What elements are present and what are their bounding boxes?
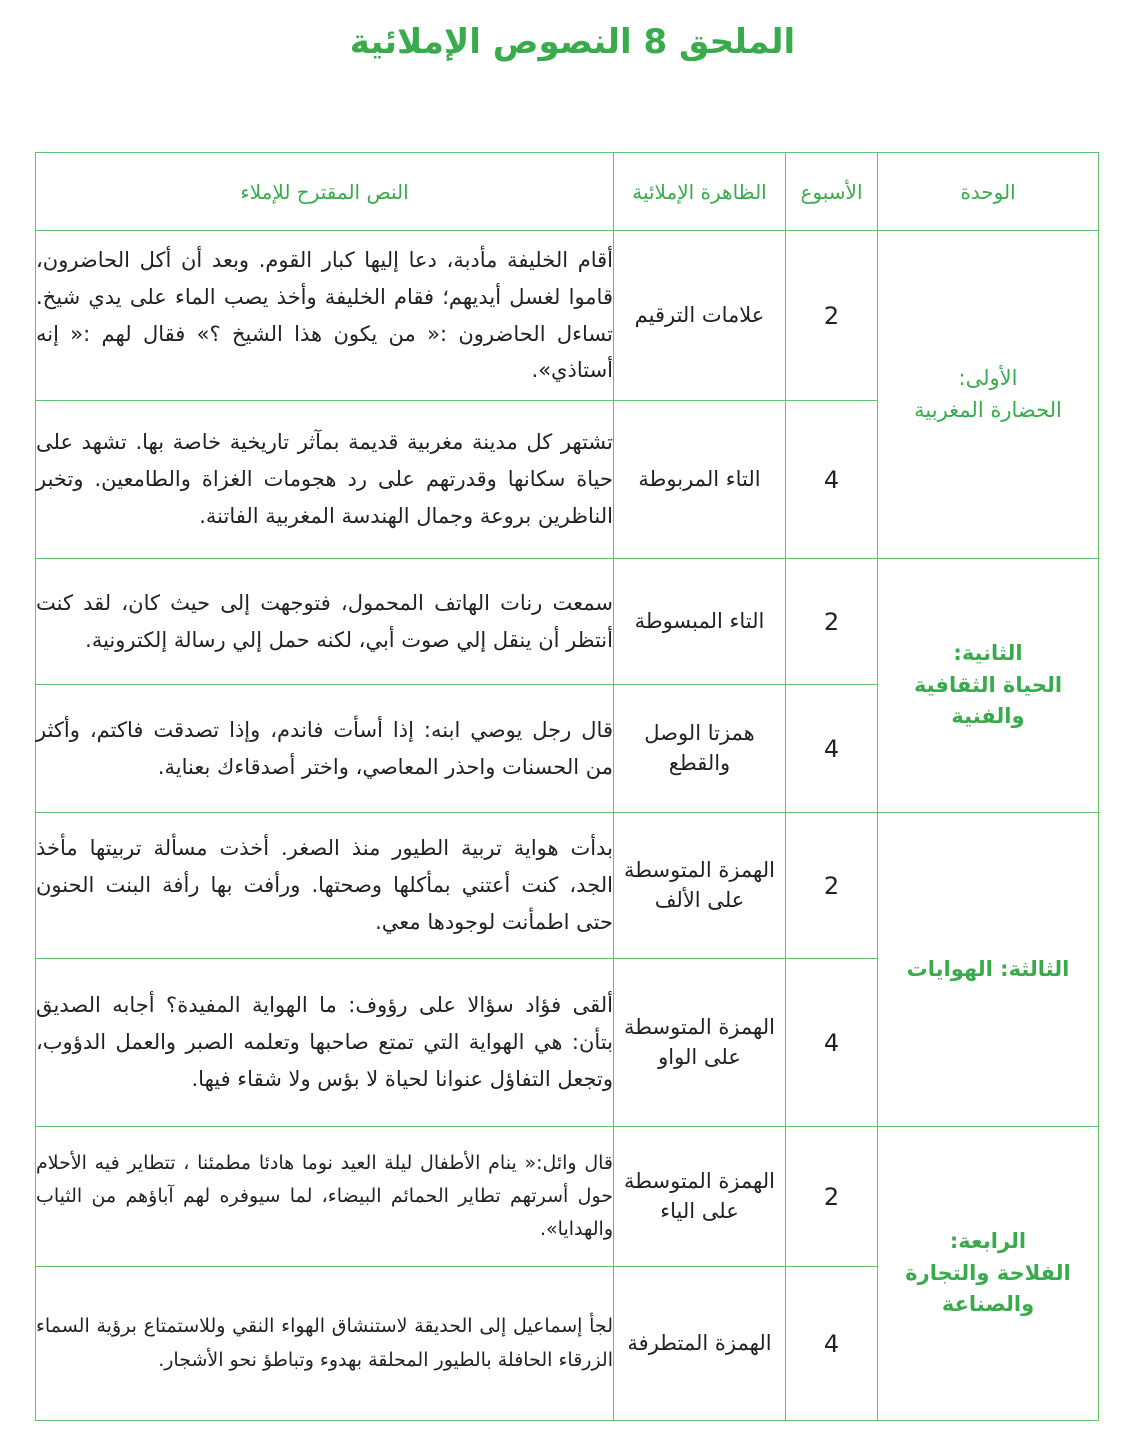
phenomenon-cell: الهمزة المتوسطة على الياء: [614, 1127, 786, 1267]
dictation-text-cell: لجأ إسماعيل إلى الحديقة لاستنشاق الهواء النقي وللاستمتاع برؤية السماء الزرقاء الحافلة بالطيور المحلقة بهدوء وتباطؤ نحو الأشجار.: [36, 1267, 614, 1421]
week-cell: 2: [786, 1127, 878, 1267]
unit-name: الحياة الثقافية والفنية: [913, 672, 1063, 729]
table-row: [36, 813, 1099, 959]
phenomenon-cell: الهمزة المتوسطة على الواو: [614, 959, 786, 1127]
dictation-text-cell: أقام الخليفة مأدبة، دعا إليها كبار القوم. وبعد أن أكل الحاضرون، قاموا لغسل أيديهم؛ فقام الخليفة وأخذ يصب الماء على يدي شيخ. تساءل الحاضرون :« من يكون هذا الشيخ ؟» فقال لهم :« إنه أستاذي».: [36, 231, 614, 401]
dictation-text-cell: قال وائل:« ينام الأطفال ليلة العيد نوما هادئا مطمئنا ، تتطاير فيه الأحلام حول أسرتهم تطاير الحمائم البيضاء، لما سيوفره لهم آباؤهم من الثياب والهدايا».: [36, 1127, 614, 1267]
page-title: الملحق 8 النصوص الإملائية: [349, 22, 796, 62]
phenomenon-cell: همزتا الوصل والقطع: [614, 685, 786, 813]
dictation-text-cell: ألقى فؤاد سؤالا على رؤوف: ما الهواية المفيدة؟ أجابه الصديق بتأن: هي الهواية التي تمتع صاحبها وتعلمه الصبر والعمل الدؤوب، وتجعل التفاؤل عنوانا لحياة لا بؤس ولا شقاء فيها.: [36, 959, 614, 1127]
unit-number: الرابعة:: [949, 1229, 1027, 1254]
dictation-text-cell: بدأت هواية تربية الطيور منذ الصغر. أخذت مسألة تربيتها مأخذ الجد، كنت أعتني بمأكلها وصحتها. ورأفت بها رأفة البنت الحنون حتى اطمأنت لوجودها معي.: [36, 813, 614, 959]
phenomenon-cell: الهمزة المتطرفة: [614, 1267, 786, 1421]
phenomenon-cell: علامات الترقيم: [614, 231, 786, 401]
week-cell: 2: [786, 231, 878, 401]
week-cell: 4: [786, 1267, 878, 1421]
week-cell: 4: [786, 401, 878, 559]
phenomenon-cell: التاء المبسوطة: [614, 559, 786, 685]
header-unit: الوحدة: [878, 153, 1099, 231]
unit-cell-1: [878, 231, 1099, 559]
dictation-text-cell: سمعت رنات الهاتف المحمول، فتوجهت إلى حيث كان، لقد كنت أنتظر أن ينقل إلي صوت أبي، لكنه حمل إلي رسالة إلكترونية.: [36, 559, 614, 685]
unit-name: الفلاحة والتجارة والصناعة: [905, 1260, 1071, 1317]
week-cell: 4: [786, 959, 878, 1127]
week-cell: 4: [786, 685, 878, 813]
week-cell: 2: [786, 813, 878, 959]
table-header-row: [36, 153, 1099, 231]
unit-cell-4: [878, 1127, 1099, 1421]
header-phenomenon: الظاهرة الإملائية: [614, 153, 786, 231]
header-text: النص المقترح للإملاء: [36, 153, 614, 231]
dictation-texts-table: [35, 152, 1099, 1421]
table-row: [36, 231, 1099, 401]
week-cell: 2: [786, 559, 878, 685]
phenomenon-cell: التاء المربوطة: [614, 401, 786, 559]
unit-number: الثالثة: الهوايات: [906, 956, 1070, 981]
dictation-text-cell: تشتهر كل مدينة مغربية قديمة بمآثر تاريخية خاصة بها. تشهد على حياة سكانها وقدرتهم على رد هجومات الغزاة والطامعين. وتخبر الناظرين بروعة وجمال الهندسة المغربية الفاتنة.: [36, 401, 614, 559]
unit-cell-3: [878, 813, 1099, 1127]
unit-number: الثانية:: [953, 641, 1023, 666]
dictation-text-cell: قال رجل يوصي ابنه: إذا أسأت فاندم، وإذا تصدقت فاكتم، وأكثر من الحسنات واحذر المعاصي، واختر أصدقاءك بعناية.: [36, 685, 614, 813]
table-row: [36, 559, 1099, 685]
unit-number: الأولى:: [958, 366, 1018, 390]
unit-name: الحضارة المغربية: [914, 397, 1062, 422]
table-row: [36, 1127, 1099, 1267]
unit-cell-2: [878, 559, 1099, 813]
phenomenon-cell: الهمزة المتوسطة على الألف: [614, 813, 786, 959]
header-week: الأسبوع: [786, 153, 878, 231]
